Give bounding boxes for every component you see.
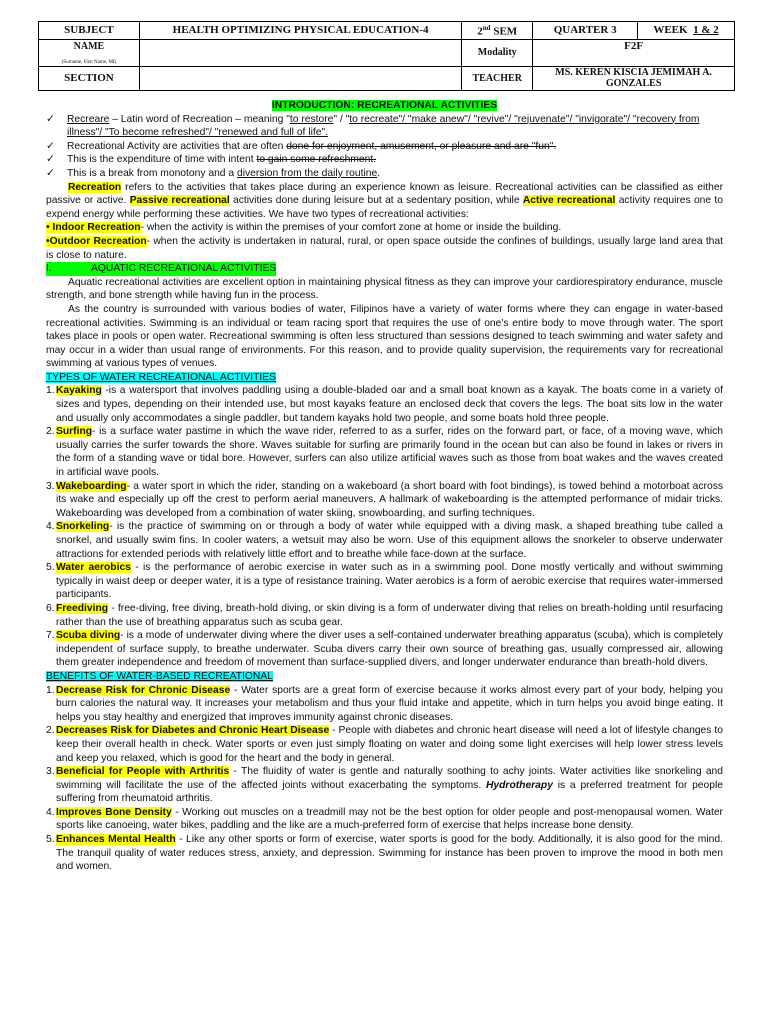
water-activity-item: [46, 384, 723, 425]
module-content: [46, 99, 723, 874]
teacher-label: TEACHER: [462, 66, 533, 90]
section-label: SECTION: [39, 66, 140, 90]
semester-cell: 2nd SEM: [462, 22, 533, 40]
benefit-number: 4.: [46, 806, 55, 818]
intro-bullet-4: ✓ This is a break from monotony and a diversion from the daily routine.: [46, 167, 381, 179]
check-icon: ✓: [46, 154, 55, 166]
water-activity-number: 4.: [46, 521, 55, 533]
benefit-number: 1.: [46, 684, 55, 696]
water-activity-text: Snorkeling- is the practice of swimming on or through a body of water while equipped with a diving mask, a shaped breathing tube called a snorkel, and usually swim fins. In cooler waters, a wetsuit may also be worn. Use of this equipment allows the snorkeler to observe underwater attractions for extended periods with relatively little effort and to breathe while face-down at the surface.: [56, 521, 723, 560]
water-activity-item: [46, 425, 723, 479]
check-icon: ✓: [46, 140, 55, 152]
benefits-heading-line: [46, 670, 723, 684]
water-activity-number: 7.: [46, 630, 55, 642]
types-list: [46, 384, 723, 669]
water-activity-number: 3.: [46, 480, 55, 492]
modality-label: Modality: [462, 40, 533, 67]
benefits-heading: BENEFITS OF WATER-BASED RECREATIONAL: [46, 670, 273, 682]
types-heading: TYPES OF WATER RECREATIONAL ACTIVITIES: [46, 371, 276, 383]
check-icon: ✓: [46, 113, 55, 125]
water-activity-number: 6.: [46, 602, 55, 614]
water-activity-term: Scuba diving: [56, 630, 121, 642]
water-activity-item: [46, 520, 723, 561]
benefit-number: 3.: [46, 766, 55, 778]
benefit-text: Improves Bone Density - Working out muscles on a treadmill may not be the best option for older people and post-menopausal women. Water sports like canoeing, water bikes, paddling and the like are a much-preferred form of exercise that helps increase bone density.: [56, 806, 723, 832]
benefit-term: Decrease Risk for Chronic Disease: [56, 684, 231, 696]
intro-title: INTRODUCTION: RECREATIONAL ACTIVITIES: [271, 100, 498, 111]
benefit-item: [46, 724, 723, 765]
indoor-recreation: • Indoor Recreation- when the activity is within the premises of your comfort zone at home or inside the building.: [46, 222, 562, 234]
name-note: (Surname, First Name, MI): [61, 59, 117, 65]
aquatic-paragraph-2: As the country is surrounded with various bodies of water, Filipinos have a variety of water forms where they can engage in water-based recreational activities. Swimming is an individual or team racing sport that requires the use of one's entire body to move through water. The sport takes place in pools or open water. Recreational swimming is often less structured than sessions designed to teach swimming and water safety and may occur in a wider than usual range of environments. For this reason, and to provide quality supervision, the requirements vary for recreational swimming at various types of venues.: [46, 303, 723, 370]
benefits-list: [46, 684, 723, 874]
header-table: [38, 21, 735, 91]
water-activity-term: Water aerobics: [56, 562, 131, 574]
benefit-text: Decrease Risk for Chronic Disease - Water sports are a great form of exercise because it works almost every part of your body, helping you burn calories the natural way. It increases your metabolism and thus your fluid intake and appetite, which in turn helps you avoid binge eating. It helps you stay healthy and energized that improves immunity against chronic diseases.: [56, 684, 724, 723]
water-activity-number: 2.: [46, 426, 55, 438]
water-activity-text: Kayaking -is a watersport that involves paddling using a double-bladed oar and a small boat known as a kayak. The boats come in a variety of sizes and types, depending on their intended use, but most kayaks feature an enclosed deck that covers the legs. The boat sits low in the water and usually only accommodates a single paddler, but tandem kayaks hold two people, and some boats hold three people.: [56, 385, 723, 424]
benefit-term: Beneficial for People with Arthritis: [56, 766, 230, 778]
name-label: NAME (Surname, First Name, MI): [39, 40, 140, 67]
subject-value: HEALTH OPTIMIZING PHYSICAL EDUCATION-4: [139, 22, 461, 40]
water-activity-item: [46, 629, 723, 670]
outdoor-recreation: •Outdoor Recreation- when the activity is undertaken in natural, rural, or open space outside the confines of buildings, usually large land area that is close to nature.: [46, 235, 723, 261]
benefit-number: 2.: [46, 725, 55, 737]
water-activity-term: Kayaking: [56, 385, 102, 397]
check-icon: ✓: [46, 167, 55, 179]
water-activity-text: Scuba diving- is a mode of underwater diving where the diver uses a self-contained underwater breathing apparatus (scuba), which is completely independent of surface supply, to breathe underwater. Scuba divers carry their own source of breathing gas, usually compressed air, allowing them greater independence and freedom of movement than surface-supplied divers, and longer underwater endurance than breath-hold divers.: [56, 630, 723, 669]
subject-label: SUBJECT: [39, 22, 140, 40]
intro-bullet-2: ✓ Recreational Activity are activities that are often done for enjoyment, amusement, or pleasure and are "fun".: [46, 140, 557, 152]
water-activity-item: [46, 602, 723, 629]
benefit-term: Enhances Mental Health: [56, 834, 176, 846]
benefit-item: [46, 765, 723, 806]
intro-bullet-1: ✓ Recreare – Latin word of Recreation – meaning "to restore" / "to recreate"/ "make anew"/ "revive"/ "rejuvenate"/ "invigorate"/ "recovery from illness"/ "To become refreshed"/ "renewed and full of life".: [46, 113, 700, 139]
section-heading: I. AQUATIC RECREATIONAL ACTIVITIES: [46, 263, 277, 275]
water-activity-term: Freediving: [56, 602, 109, 614]
water-activity-number: 1.: [46, 385, 55, 397]
aquatic-paragraph-1: Aquatic recreational activities are excellent option in maintaining physical fitness as they can improve your cardiorespiratory endurance, muscle strength, and bone strength while having fun in the process.: [46, 276, 723, 302]
water-activity-term: Snorkeling: [56, 521, 110, 533]
benefit-emphasis: Hydrotherapy: [485, 779, 553, 791]
teacher-name: MS. KEREN KISCIA JEMIMAH A. GONZALES: [533, 66, 735, 90]
modality-value: F2F: [533, 40, 735, 67]
benefit-term: Decreases Risk for Diabetes and Chronic Heart Disease: [56, 725, 330, 737]
water-activity-term: Surfing: [56, 426, 93, 438]
water-activity-term: Wakeboarding: [56, 480, 127, 492]
benefit-item: [46, 806, 723, 833]
benefit-text: Beneficial for People with Arthritis - The fluidity of water is gentle and naturally soothing to achy joints. Water activities like snorkeling and swimming will facilitate the use of the affected joints without exacerbating the symptoms. Hydrotherapy is a preferred treatment for people suffering from rheumatoid arthritis.: [56, 766, 724, 805]
benefit-text: Decreases Risk for Diabetes and Chronic Heart Disease - People with diabetes and chronic heart disease will need a lot of lifestyle changes to keep their overall health in check. Water sports or even just simply floating on water and doing some light exercises will help lower stress levels and keep you relaxed, which is good for the heart and the body in general.: [56, 725, 723, 764]
water-activity-number: 5.: [46, 562, 55, 574]
intro-title-line: [46, 99, 723, 113]
section-field[interactable]: [139, 66, 461, 90]
water-activity-item: [46, 561, 723, 602]
intro-bullet-3: ✓ This is the expenditure of time with intent to gain some refreshment.: [46, 154, 377, 166]
benefit-text: Enhances Mental Health - Like any other sports or form of exercise, water sports is good for the body. Additionally, it is also good for the mind. The tranquil quality of water reduces stress, anxiety, and depression. Swimming for instance has been proven to improve the mood in both men and women.: [56, 834, 723, 873]
benefit-item: [46, 833, 723, 874]
types-heading-line: [46, 371, 723, 385]
water-activity-text: Water aerobics - is the performance of aerobic exercise in water such as in a swimming pool. Done mostly vertically and without swimming typically in waist deep or deeper water, it is a type of resistance training. Water aerobics is a form of aerobic exercise that requires water-immersed participants.: [56, 562, 723, 601]
recreation-paragraph: Recreation refers to the activities that takes place during an experience known as leisure. Recreational activities can be classified as either passive or active. Passive recreational activities done during leisure but at a sedentary position, while Active recreational activity requires one to expend energy while performing these activities. We have two types of recreational activities:: [46, 181, 723, 220]
name-field[interactable]: [139, 40, 461, 67]
quarter-cell: QUARTER 3: [533, 22, 638, 40]
water-activity-text: Freediving - free-diving, free diving, breath-hold diving, or skin diving is a form of underwater diving that relies on breath-holding until resurfacing rather than the use of breathing apparatus such as scuba gear.: [56, 602, 723, 628]
benefit-term: Improves Bone Density: [56, 806, 172, 818]
water-activity-item: [46, 480, 723, 521]
week-cell: WEEK 1 & 2: [638, 22, 735, 40]
benefit-item: [46, 684, 723, 725]
water-activity-text: Surfing- is a surface water pastime in which the wave rider, referred to as a surfer, rides on the forward part, or face, of a moving wave, which usually carries the surfer towards the shore. Waves suitable for surfing are primarily found in the ocean but can also be found in lakes or rivers in the form of a standing wave or tidal bore. However, surfers can also utilize artificial waves such as those from boat wakes and the waves created in artificial wave pools.: [56, 426, 723, 479]
water-activity-text: Wakeboarding- a water sport in which the rider, standing on a wakeboard (a short board with foot bindings), is towed behind a motorboat across its wake and especially up off the crest to perform aerial maneuvers. A hallmark of wakeboarding is the attempted performance of midair tricks. Wakeboarding was developed from a combination of water skiing, snowboarding, and surfing techniques.: [56, 480, 723, 519]
benefit-number: 5.: [46, 834, 55, 846]
